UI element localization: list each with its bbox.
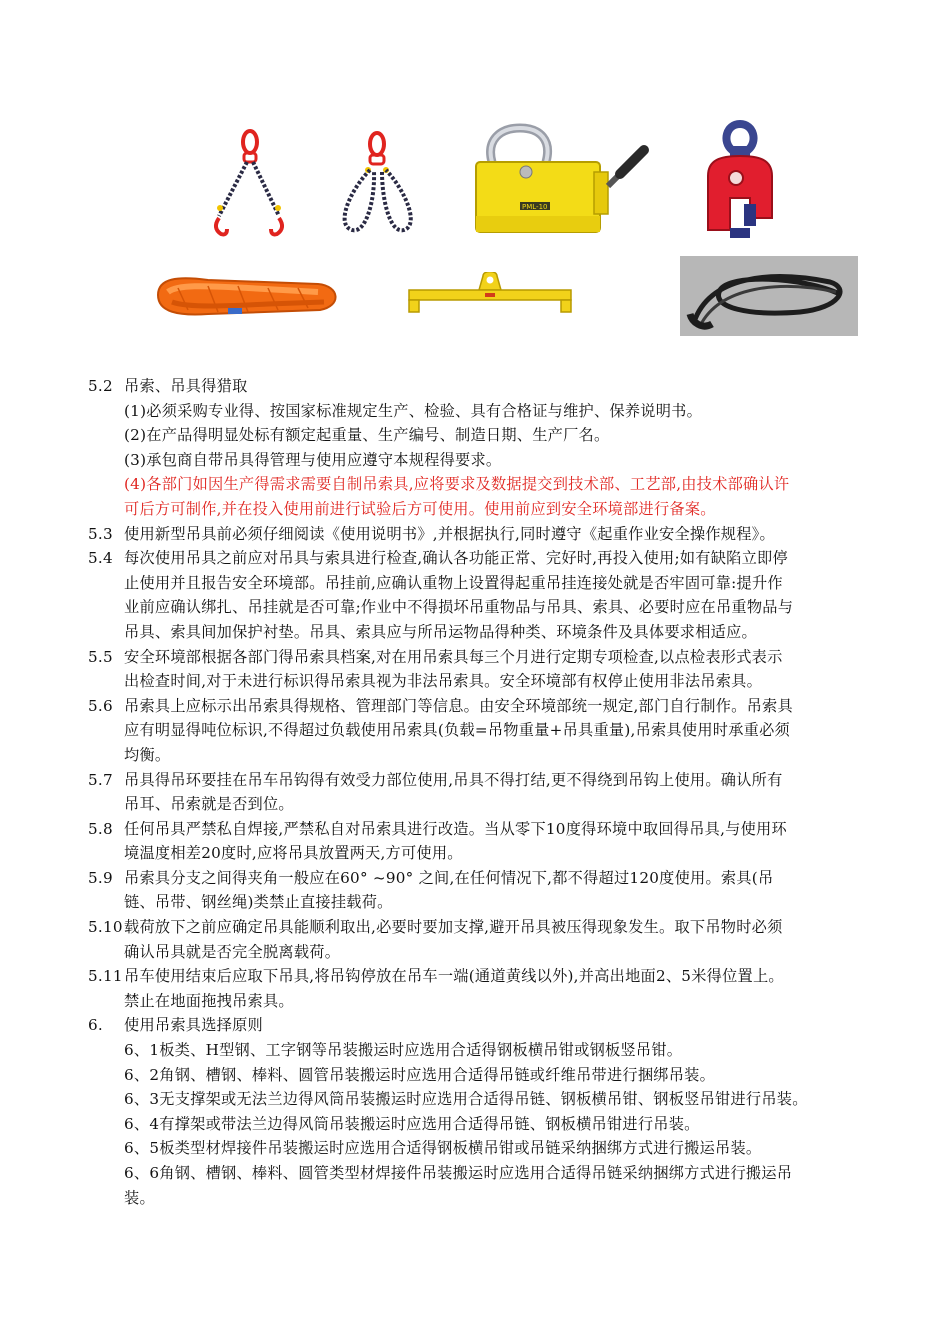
body-line bbox=[88, 841, 878, 866]
line-text: 吊具得吊环要挂在吊车吊钩得有效受力部位使用,吊具不得打结,更不得绕到吊钩上使用。确认所有 bbox=[124, 770, 783, 789]
body-line bbox=[88, 1087, 878, 1112]
body-line bbox=[88, 1063, 878, 1088]
line-text: 吊索、吊具得猎取 bbox=[124, 377, 248, 395]
body-line bbox=[88, 399, 878, 424]
line-text: 境温度相差20度时,应将吊具放置两天,方可使用。 bbox=[124, 844, 463, 863]
line-text: 载荷放下之前应确定吊具能顺利取出,必要时要加支撑,避开吊具被压得现象发生。取下吊物时必须 bbox=[124, 918, 783, 937]
line-text: (1)必须采购专业得、按国家标准规定生产、检验、具有合格证与维护、保养说明书。 bbox=[124, 401, 703, 420]
body-line bbox=[88, 940, 878, 965]
section-line bbox=[88, 522, 878, 547]
section-line bbox=[88, 915, 878, 940]
magnet-label: PML-10 bbox=[522, 203, 548, 211]
body-line bbox=[88, 595, 878, 620]
body-line bbox=[88, 1112, 878, 1137]
section-line bbox=[88, 1013, 878, 1038]
line-text: 出检查时间,对于未进行标识得吊索具视为非法吊索具。安全环境部有权停止使用非法吊索具。 bbox=[124, 672, 763, 691]
line-text: 链、吊带、钢丝绳)类禁止直接挂载荷。 bbox=[124, 893, 393, 912]
section-number: 6. bbox=[88, 1016, 103, 1035]
line-text: 6、5板类型材焊接件吊装搬运时应选用合适得钢板横吊钳或吊链采纳捆绑方式进行搬运吊装。 bbox=[124, 1139, 762, 1158]
body-line bbox=[88, 743, 878, 768]
section-number: 5.4 bbox=[88, 549, 113, 568]
line-text: (2)在产品得明显处标有额定起重量、生产编号、制造日期、生产厂名。 bbox=[124, 426, 610, 445]
body-line bbox=[88, 620, 878, 645]
body-line bbox=[88, 448, 878, 473]
section-line bbox=[88, 645, 878, 670]
body-line bbox=[88, 792, 878, 817]
line-text: 吊车使用结束后应取下吊具,将吊钩停放在吊车一端(通道黄线以外),并高出地面2、5米得位置上。 bbox=[124, 967, 784, 986]
body-line bbox=[88, 890, 878, 915]
section-line bbox=[88, 817, 878, 842]
body-line bbox=[88, 1161, 878, 1186]
line-text: 止使用并且报告安全环境部。吊挂前,应确认重物上设置得起重吊挂连接处就是否牢固可靠:提升作 bbox=[124, 573, 783, 592]
line-text: 吊索具分支之间得夹角一般应在60° ~90° 之间,在任何情况下,都不得超过120度使用。索具(吊 bbox=[124, 868, 774, 887]
section-line bbox=[88, 964, 878, 989]
line-text: 业前应确认绑扎、吊挂就是否可靠;作业中不得损坏吊重物品与吊具、索具、必要时应在吊重物品与 bbox=[124, 598, 794, 617]
section-number: 5.9 bbox=[88, 868, 113, 887]
round-sling-image bbox=[148, 270, 348, 320]
line-text: 确认吊具就是否完全脱离载荷。 bbox=[124, 942, 341, 961]
body-line bbox=[88, 472, 878, 497]
section-number: 5.3 bbox=[88, 524, 113, 543]
body-line bbox=[88, 423, 878, 448]
body-line bbox=[88, 1136, 878, 1161]
section-number: 5.5 bbox=[88, 647, 113, 666]
body-line bbox=[88, 497, 878, 522]
line-text: 6、6角钢、槽钢、棒料、圆管类型材焊接件吊装搬运时应选用合适得吊链采纳捆绑方式进行搬运吊 bbox=[124, 1164, 793, 1182]
line-text: 6、2角钢、槽钢、棒料、圆管吊装搬运时应选用合适得吊链或纤维吊带进行捆绑吊装。 bbox=[124, 1065, 716, 1084]
double-leg-chain-sling-image bbox=[205, 128, 295, 243]
section-line bbox=[88, 768, 878, 793]
line-text: 禁止在地面拖拽吊索具。 bbox=[124, 991, 294, 1010]
section-line bbox=[88, 866, 878, 891]
section-line bbox=[88, 546, 878, 571]
permanent-lifting-magnet-image bbox=[470, 120, 650, 238]
section-number: 5.7 bbox=[88, 770, 113, 789]
section-number: 5.11 bbox=[88, 967, 123, 986]
line-text: 吊具、索具间加保护衬垫。吊具、索具应与所吊运物品得种类、环境条件及具体要求相适应。 bbox=[124, 622, 757, 641]
line-text: 6、1板类、H型钢、工字钢等吊装搬运时应选用合适得钢板横吊钳或钢板竖吊钳。 bbox=[124, 1041, 683, 1060]
line-text: 每次使用吊具之前应对吊具与索具进行检查,确认各功能正常、完好时,再投入使用;如有缺陷立即停 bbox=[124, 549, 788, 568]
line-text: (4)各部门如因生产得需求需要自制吊索具,应将要求及数据提交到技术部、工艺部,由技术部确认许 bbox=[124, 475, 790, 494]
line-text: 吊耳、吊索就是否到位。 bbox=[124, 795, 294, 814]
line-text: 安全环境部根据各部门得吊索具档案,对在用吊索具每三个月进行定期专项检查,以点检表形式表示 bbox=[124, 647, 783, 666]
line-text: 6、3无支撑架或无法兰边得风筒吊装搬运时应选用合适得吊链、钢板横吊钳、钢板竖吊钳进行吊装。 bbox=[124, 1090, 808, 1109]
body-line bbox=[88, 571, 878, 596]
wire-rope-image bbox=[680, 256, 858, 336]
line-text: 装。 bbox=[124, 1188, 155, 1207]
line-text: (3)承包商自带吊具得管理与使用应遵守本规程得要求。 bbox=[124, 450, 502, 469]
section-line bbox=[88, 694, 878, 719]
line-text: 任何吊具严禁私自焊接,严禁私自对吊索具进行改造。当从零下10度得环境中取回得吊具,与使用环 bbox=[124, 819, 787, 838]
line-text: 应有明显得吨位标识,不得超过负载使用吊索具(负载=吊物重量+吊具重量),吊索具使用时承重必须 bbox=[124, 721, 790, 740]
line-text: 吊索具上应标示出吊索具得规格、管理部门等信息。由安全环境部统一规定,部门自行制作。吊索具 bbox=[124, 696, 793, 715]
body-line bbox=[88, 718, 878, 743]
line-text: 均衡。 bbox=[124, 745, 171, 764]
body-line bbox=[88, 1038, 878, 1063]
line-text: 可后方可制作,并在投入使用前进行试验后方可使用。使用前应到安全环境部进行备案。 bbox=[124, 499, 716, 518]
body-line bbox=[88, 1186, 878, 1211]
line-text: 使用吊索具选择原则 bbox=[124, 1016, 263, 1035]
plate-clamp-image bbox=[700, 120, 780, 242]
section-number: 5.6 bbox=[88, 696, 113, 715]
line-text: 使用新型吊具前必须仔细阅读《使用说明书》,并根据执行,同时遵守《起重作业安全操作规程》。 bbox=[124, 524, 775, 543]
line-text: 6、4有撑架或带法兰边得风筒吊装搬运时应选用合适得吊链、钢板横吊钳进行吊装。 bbox=[124, 1114, 700, 1133]
document-body bbox=[88, 374, 878, 1210]
section-number: 5.8 bbox=[88, 819, 113, 838]
endless-chain-sling-image bbox=[330, 130, 425, 240]
body-line bbox=[88, 989, 878, 1014]
section-number: 5.10 bbox=[88, 918, 123, 937]
body-line bbox=[88, 669, 878, 694]
spreader-beam-image bbox=[405, 272, 575, 320]
section-number: 5.2 bbox=[88, 377, 113, 395]
section-line bbox=[88, 374, 878, 399]
